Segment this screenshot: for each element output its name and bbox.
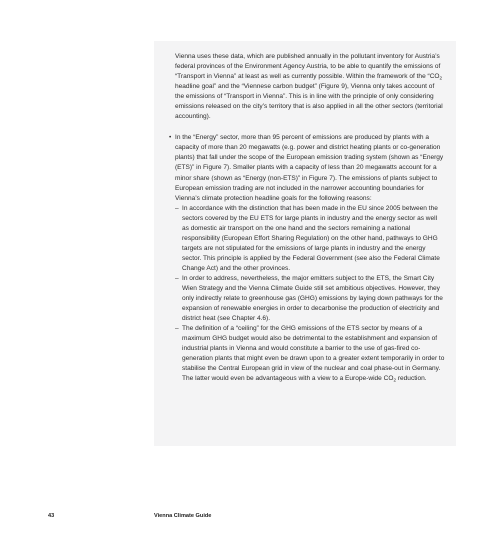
- body-text: [169, 52, 445, 385]
- reason-item-3: [175, 324, 445, 384]
- reason-text-3: The definition of a “ceiling” for the GHG emissions of the ETS sector by means of a maximum GHG budget would also be detrimental to the establishment and expansion of industrial plants in Vienna and would constitute a barrier to the use of gas-fired co-generation plants that might even be drawn upon to a greater extent temporarily in order to stabilise the Central European grid in view of the nuclear and coal phase-out in Germany. The latter would even be advantageous with a view to a Europe-wide $CO_2$ reduction.: [182, 325, 445, 383]
- intro-paragraph: Vienna uses these data, which are published annually in the pollutant inventory for Austria’s federal provinces of the Environment Agency Austria, to be able to quantify the emissions of “Transport in Vienna” at least as well as currently possible. Within the framework of the “$CO_2$ headline goal” and the “Viennese carbon budget” (Figure 9), Vienna only takes account of the emissions of “Transport in Vienna”. This is in line with the principle of only considering emissions released on the city’s territory that is also applied in all the other sectors (territorial accounting).: [175, 53, 443, 121]
- energy-bullet-text: In the “Energy” sector, more than 95 percent of emissions are produced by plants with a capacity of more than 20 megawatts (e.g. power and district heating plants or co-generation plants) that fall under the scope of the European emission trading system (shown as “Energy (ETS)” in Figure 7). Smaller plants with a capacity of less than 20 megawatts account for a minor share (shown as “Energy (non-ETS)” in Figure 7). The emissions of plants subject to European emission trading are not included in the narrower accounting boundaries for Vienna’s climate protection headline goals for the following reasons:: [175, 134, 444, 202]
- reason-text-1: In accordance with the distinction that has been made in the EU since 2005 between the sectors covered by the EU ETS for large plants in industry and the energy sector as well as domestic air transport on the one hand and the sectors remaining a national responsibility (European Effort Sharing Regulation) on the other hand, pathways to GHG targets are not stipulated for the emissions of large plants in industry and the energy sector. This principle is applied by the Federal Government (see also the Federal Climate Change Act) and the other provinces.: [182, 204, 440, 272]
- dash-marker: –: [175, 274, 179, 282]
- energy-bullet: [169, 133, 445, 203]
- reason-text-2: In order to address, nevertheless, the major emitters subject to the ETS, the Smart City Wien Strategy and the Vienna Climate Guide still set ambitious objectives. However, they only indirectly relate to greenhouse gas (GHG) emissions by laying down pathways for the expansion of renewable energies in order to decarbonise the production of electricity and district heat (see Chapter 4.6).: [182, 274, 443, 323]
- dash-marker: –: [175, 204, 179, 212]
- bullet-marker: •: [169, 134, 172, 142]
- reason-item-2: [175, 274, 445, 324]
- dash-marker: –: [175, 325, 179, 333]
- page-number: 43: [48, 513, 55, 519]
- document-title: Vienna Climate Guide: [154, 513, 212, 519]
- reason-item-1: [175, 204, 445, 274]
